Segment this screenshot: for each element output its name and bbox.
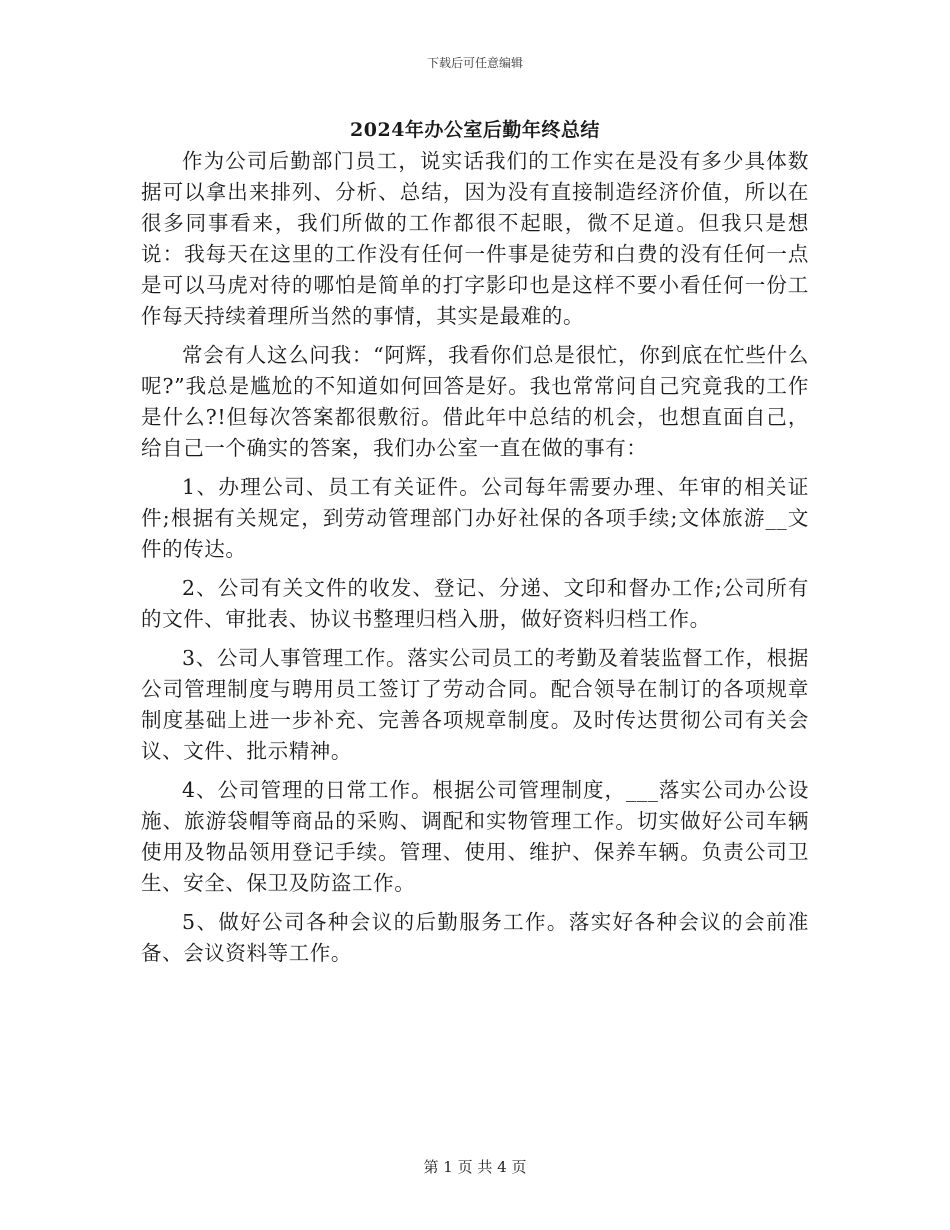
paragraph-item-5: 5、做好公司各种会议的后勤服务工作。落实好各种会议的会前准备、会议资料等工作。	[141, 910, 809, 965]
paragraph-question: 常会有人这么问我：“阿辉，我看你们总是很忙，你到底在忙些什么呢?”我总是尴尬的不知道如何回答是好。我也常常问自己究竟我的工作是什么?!但每次答案都很敷衍。借此年中总结的机会，也想直面自己，给自己一个确实的答案，我们办公室一直在做的事有：	[141, 343, 809, 460]
page-number: 第 1 页 共 4 页	[423, 1158, 527, 1176]
document-body	[141, 146, 809, 969]
paragraph-item-4: 4、公司管理的日常工作。根据公司管理制度，___落实公司办公设施、旅游袋帽等商品的采购、调配和实物管理工作。切实做好公司车辆使用及物品领用登记手续。管理、使用、维护、保养车辆。负责公司卫生、安全、保卫及防盗工作。	[141, 778, 809, 895]
paragraph-intro: 作为公司后勤部门员工，说实话我们的工作实在是没有多少具体数据可以拿出来排列、分析、总结，因为没有直接制造经济价值，所以在很多同事看来，我们所做的工作都很不起眼，微不足道。但我只是想说：我每天在这里的工作没有任何一件事是徒劳和白费的没有任何一点是可以马虎对待的哪怕是简单的打字影印也是这样不要小看任何一份工作每天持续着理所当然的事情，其实是最难的。	[141, 149, 809, 328]
document-title: 2024年办公室后勤年终总结	[350, 119, 600, 141]
paragraph-item-1: 1、办理公司、员工有关证件。公司每年需要办理、年审的相关证件;根据有关规定，到劳动管理部门办好社保的各项手续;文体旅游__文件的传达。	[141, 475, 809, 561]
page-header-note: 下载后可任意编辑	[426, 56, 523, 70]
paragraph-item-3: 3、公司人事管理工作。落实公司员工的考勤及着装监督工作，根据公司管理制度与聘用员工签订了劳动合同。配合领导在制订的各项规章制度基础上进一步补充、完善各项规章制度。及时传达贯彻公司有关会议、文件、批示精神。	[141, 646, 809, 763]
paragraph-item-2: 2、公司有关文件的收发、登记、分递、文印和督办工作;公司所有的文件、审批表、协议书整理归档入册，做好资料归档工作。	[141, 576, 809, 631]
